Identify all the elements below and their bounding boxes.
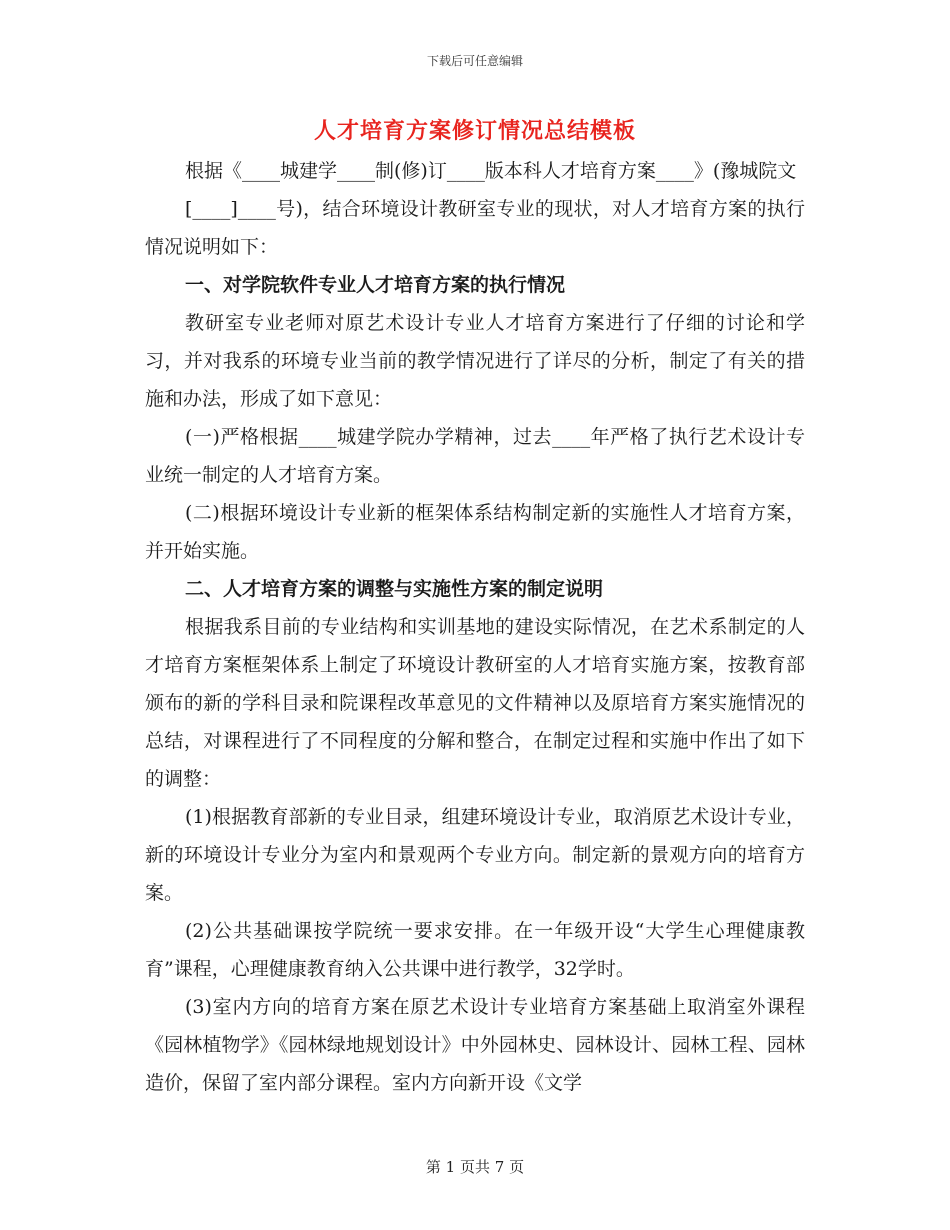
paragraph-item-2: (二)根据环境设计专业新的框架体系结构制定新的实施性人才培育方案，并开始实施。 xyxy=(145,502,805,562)
header-note: 下载后可任意编辑 xyxy=(426,54,523,68)
paragraph-section1-body: 教研室专业老师对原艺术设计专业人才培育方案进行了仔细的讨论和学习，并对我系的环境专业当前的教学情况进行了详尽的分析，制定了有关的措施和办法，形成了如下意见： xyxy=(145,312,805,410)
paragraph-item-1: (一)严格根据____城建学院办学精神，过去____年严格了执行艺术设计专业统一制定的人才培育方案。 xyxy=(145,426,805,486)
paragraph-intro: [____]____号)，结合环境设计教研室专业的现状，对人才培育方案的执行情况说明如下： xyxy=(145,198,805,258)
section-heading-2: 二、人才培育方案的调整与实施性方案的制定说明 xyxy=(185,578,604,600)
document-title: 人才培育方案修订情况总结模板 xyxy=(313,118,636,144)
section-heading-1: 一、对学院软件专业人才培育方案的执行情况 xyxy=(185,274,566,296)
paragraph-section2-body: 根据我系目前的专业结构和实训基地的建设实际情况，在艺术系制定的人才培育方案框架体系上制定了环境设计教研室的人才培育实施方案，按教育部颁布的新的学科目录和院课程改革意见的文件精神以及原培育方案实施情况的总结，对课程进行了不同程度的分解和整合，在制定过程和实施中作出了如下的调整： xyxy=(145,616,805,790)
paragraph-adjustment-1: (1)根据教育部新的专业目录，组建环境设计专业，取消原艺术设计专业，新的环境设计专业分为室内和景观两个专业方向。制定新的景观方向的培育方案。 xyxy=(145,806,805,904)
paragraph-reference: 根据《____城建学____制(修)订____版本科人才培育方案____》(豫城院文 xyxy=(185,160,797,182)
page-number: 第 1 页共 7 页 xyxy=(425,1158,525,1176)
document-body xyxy=(145,152,805,1102)
paragraph-adjustment-2: (2)公共基础课按学院统一要求安排。在一年级开设“大学生心理健康教育”课程，心理健康教育纳入公共课中进行教学，32学时。 xyxy=(145,920,805,980)
paragraph-adjustment-3: (3)室内方向的培育方案在原艺术设计专业培育方案基础上取消室外课程《园林植物学》《园林绿地规划设计》中外园林史、园林设计、园林工程、园林造价，保留了室内部分课程。室内方向新开设《文学 xyxy=(145,996,805,1094)
